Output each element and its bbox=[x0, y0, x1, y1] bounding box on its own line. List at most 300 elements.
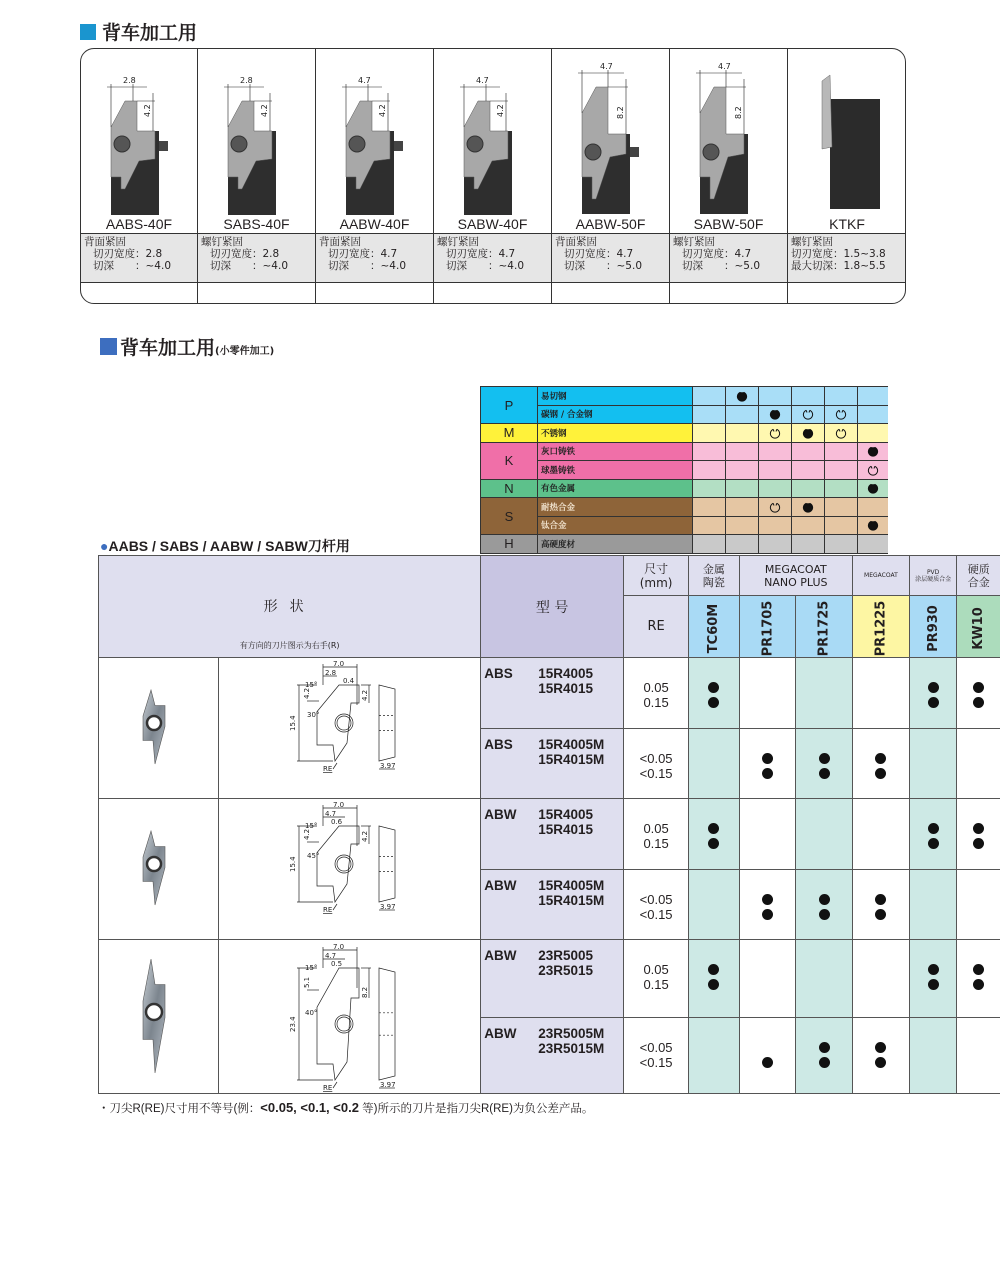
table-row bbox=[99, 799, 1000, 870]
cutting-width: 切刃宽度：4.7 bbox=[328, 248, 398, 260]
material-grade-cell bbox=[726, 535, 759, 554]
recommended-first-choice-icon bbox=[867, 483, 879, 494]
availability-cell-pr1725 bbox=[796, 1018, 853, 1094]
stock-dot-icon bbox=[762, 753, 773, 764]
cutting-depth: 最大切深：1.8~5.5 bbox=[791, 260, 886, 272]
svg-text:15.4: 15.4 bbox=[289, 715, 298, 731]
material-grade-cell bbox=[825, 479, 858, 498]
material-group-k: K bbox=[481, 442, 538, 479]
holder-name: AABW-50F bbox=[575, 216, 646, 232]
header-size bbox=[624, 556, 689, 596]
holder-name: AABW-40F bbox=[339, 216, 410, 232]
category-l1: 金属 bbox=[702, 562, 725, 576]
grade-kw10 bbox=[957, 596, 1000, 658]
material-grade-cell bbox=[792, 498, 825, 517]
material-grade-cell bbox=[792, 405, 825, 424]
material-grade-cell bbox=[759, 442, 792, 461]
material-name: 高硬度材 bbox=[538, 535, 693, 554]
insert-series: ABW bbox=[484, 948, 517, 963]
material-name: 钛合金 bbox=[538, 516, 693, 535]
holder-picture bbox=[552, 49, 669, 215]
material-grade-cell bbox=[792, 535, 825, 554]
header-shape-note: 有方向的刀片图示为右手(R) bbox=[239, 641, 340, 650]
svg-text:4.2: 4.2 bbox=[260, 104, 269, 117]
availability-cell-pr1725 bbox=[796, 940, 853, 1018]
svg-text:4.7: 4.7 bbox=[358, 76, 371, 85]
grade-name: PR930 bbox=[925, 605, 941, 652]
cutting-width: 切刃宽度：4.7 bbox=[682, 248, 752, 260]
material-grade-cell bbox=[759, 516, 792, 535]
holder-picture bbox=[81, 49, 197, 215]
availability-cell-tc60m bbox=[689, 658, 739, 729]
availability-cell-pr930 bbox=[909, 1018, 957, 1094]
material-grade-cell bbox=[693, 424, 726, 443]
availability-cell-pr930 bbox=[909, 869, 957, 940]
empty-slot bbox=[762, 682, 773, 693]
stock-dot-icon bbox=[973, 979, 984, 990]
category-l2: 涂层硬质合金 bbox=[915, 575, 952, 583]
empty-slot bbox=[708, 753, 719, 764]
header-shape-label: 形状 bbox=[263, 599, 316, 615]
re-value: <0.05 bbox=[639, 750, 673, 766]
re-value: <0.15 bbox=[639, 765, 673, 781]
stock-dot-icon bbox=[875, 894, 886, 905]
empty-slot bbox=[875, 697, 886, 708]
material-row bbox=[481, 479, 888, 498]
empty-slot bbox=[928, 894, 939, 905]
grade-name: TC60M bbox=[706, 603, 722, 654]
insert-photo-cell bbox=[99, 658, 219, 799]
material-grade-cell bbox=[726, 461, 759, 480]
insert-codes bbox=[538, 662, 593, 696]
footnote bbox=[98, 1100, 593, 1116]
grade-pr1225 bbox=[853, 596, 910, 658]
material-grade-cell bbox=[693, 387, 726, 406]
availability-cell-tc60m bbox=[689, 1018, 739, 1094]
material-grade-cell bbox=[825, 405, 858, 424]
material-group-p: P bbox=[481, 387, 538, 424]
category-l2: 陶瓷 bbox=[702, 575, 725, 589]
stock-dot-icon bbox=[708, 697, 719, 708]
svg-text:40°: 40° bbox=[305, 1008, 318, 1017]
empty-slot bbox=[708, 768, 719, 779]
insert-re bbox=[624, 940, 689, 1018]
stock-dot-icon bbox=[928, 838, 939, 849]
material-row bbox=[481, 461, 888, 480]
table-row bbox=[99, 658, 1000, 729]
insert-code[interactable]: 15R4015 bbox=[538, 822, 594, 837]
empty-slot bbox=[762, 697, 773, 708]
material-group-m: M bbox=[481, 424, 538, 443]
empty-slot bbox=[973, 894, 984, 905]
header-category bbox=[853, 556, 910, 596]
empty-slot bbox=[875, 838, 886, 849]
re-value: <0.15 bbox=[639, 1055, 673, 1070]
material-grade-cell bbox=[693, 461, 726, 480]
availability-cell-pr1225 bbox=[853, 658, 910, 729]
empty-slot bbox=[973, 909, 984, 920]
table-header-row bbox=[99, 556, 1000, 596]
material-grade-cell bbox=[792, 424, 825, 443]
holder-card-aabw-50f bbox=[552, 49, 670, 303]
material-grade-cell bbox=[858, 479, 888, 498]
stock-dot-icon bbox=[708, 682, 719, 693]
holder-image bbox=[81, 49, 199, 215]
insert-model bbox=[481, 658, 624, 729]
holder-picture bbox=[788, 49, 906, 215]
subtitle-text: AABS / SABS / AABW / SABW刀杆用 bbox=[108, 538, 350, 554]
section-marker-icon bbox=[80, 24, 96, 40]
availability-cell-pr1705 bbox=[739, 869, 796, 940]
workpiece-material-grid bbox=[480, 386, 888, 554]
empty-slot bbox=[819, 964, 830, 975]
stock-dot-icon bbox=[928, 964, 939, 975]
svg-text:4.7: 4.7 bbox=[476, 76, 489, 85]
stock-dot-icon bbox=[762, 894, 773, 905]
availability-cell-pr1705 bbox=[739, 1018, 796, 1094]
stock-dot-icon bbox=[819, 909, 830, 920]
stock-dot-icon bbox=[875, 1057, 886, 1068]
header-shape bbox=[99, 556, 481, 658]
insert-photo bbox=[129, 688, 189, 768]
svg-text:15°: 15° bbox=[305, 681, 318, 689]
header-re: RE bbox=[624, 596, 689, 658]
holder-spec bbox=[552, 233, 669, 283]
availability-cell-pr1725 bbox=[796, 728, 853, 799]
insert-re bbox=[624, 728, 689, 799]
empty-slot bbox=[819, 697, 830, 708]
empty-slot bbox=[762, 979, 773, 990]
svg-text:RE: RE bbox=[323, 1083, 333, 1092]
material-row bbox=[481, 424, 888, 443]
material-grade-cell bbox=[759, 498, 792, 517]
insert-code[interactable]: 15R4005M bbox=[538, 736, 605, 752]
empty-slot bbox=[819, 682, 830, 693]
insert-series: ABW bbox=[484, 807, 517, 822]
category-l1: 硬质 bbox=[967, 562, 990, 576]
grade-name: PR1725 bbox=[816, 600, 832, 657]
recommended-first-choice-icon bbox=[736, 391, 748, 402]
svg-text:4.7: 4.7 bbox=[325, 810, 337, 818]
empty-slot bbox=[819, 823, 830, 834]
svg-text:3.97: 3.97 bbox=[380, 1080, 396, 1089]
svg-text:4.7: 4.7 bbox=[718, 62, 731, 71]
availability-cell-pr1705 bbox=[739, 728, 796, 799]
material-grade-cell bbox=[858, 461, 888, 480]
insert-dimension-drawing bbox=[219, 800, 480, 938]
holder-spec bbox=[316, 233, 433, 283]
availability-cell-pr1225 bbox=[853, 869, 910, 940]
insert-codes bbox=[538, 944, 593, 978]
svg-text:4.7: 4.7 bbox=[325, 951, 337, 960]
stock-dot-icon bbox=[708, 838, 719, 849]
svg-text:4.2: 4.2 bbox=[303, 687, 312, 699]
material-grade-cell bbox=[693, 535, 726, 554]
material-grade-cell bbox=[759, 405, 792, 424]
recommended-second-choice-icon bbox=[769, 502, 781, 513]
insert-code[interactable]: 15R4005 bbox=[538, 807, 594, 822]
empty-slot bbox=[973, 753, 984, 764]
holder-panel bbox=[80, 48, 906, 304]
bullet-icon: ● bbox=[100, 538, 109, 554]
stock-dot-icon bbox=[875, 1042, 886, 1053]
availability-cell-pr1705 bbox=[739, 940, 796, 1018]
empty-slot bbox=[875, 964, 886, 975]
insert-code[interactable]: 23R5015M bbox=[538, 1041, 605, 1056]
table-row bbox=[99, 940, 1000, 1018]
stock-dot-icon bbox=[708, 964, 719, 975]
holder-card-sabs-40f bbox=[198, 49, 316, 303]
re-value: 0.15 bbox=[643, 695, 669, 710]
stock-dot-icon bbox=[875, 753, 886, 764]
material-grade-cell bbox=[825, 461, 858, 480]
recommended-second-choice-icon bbox=[802, 409, 814, 420]
re-value: <0.15 bbox=[639, 906, 673, 922]
header-model: 型 号 bbox=[481, 556, 624, 658]
material-grade-cell bbox=[825, 516, 858, 535]
header-size-l2: (mm) bbox=[639, 575, 673, 590]
stock-dot-icon bbox=[819, 1057, 830, 1068]
holder-picture bbox=[198, 49, 315, 215]
material-grade-cell bbox=[759, 387, 792, 406]
svg-text:4.2: 4.2 bbox=[303, 828, 312, 840]
grade-pr1725 bbox=[796, 596, 853, 658]
svg-text:7.0: 7.0 bbox=[333, 801, 345, 809]
insert-series: ABS bbox=[484, 666, 513, 681]
material-grade-cell bbox=[726, 442, 759, 461]
insert-photo-cell bbox=[99, 799, 219, 940]
material-grade-cell bbox=[693, 405, 726, 424]
availability-cell-pr930 bbox=[909, 940, 957, 1018]
insert-codes bbox=[538, 1022, 604, 1056]
availability-cell-tc60m bbox=[689, 869, 739, 940]
material-row bbox=[481, 516, 888, 535]
empty-slot bbox=[928, 1042, 939, 1053]
insert-code[interactable]: 23R5005 bbox=[538, 948, 594, 963]
svg-text:15°: 15° bbox=[305, 963, 318, 972]
material-name: 易切钢 bbox=[538, 387, 693, 406]
stock-dot-icon bbox=[973, 964, 984, 975]
holder-image bbox=[788, 49, 906, 215]
section-title-text: 背车加工用 bbox=[102, 22, 198, 44]
svg-text:7.0: 7.0 bbox=[333, 942, 345, 951]
insert-dimension-drawing bbox=[219, 942, 480, 1092]
empty-slot bbox=[762, 823, 773, 834]
cutting-width: 切刃宽度：2.8 bbox=[210, 248, 280, 260]
insert-dimension-drawing bbox=[219, 659, 480, 797]
availability-cell-kw10 bbox=[957, 869, 1000, 940]
svg-text:4.2: 4.2 bbox=[361, 830, 370, 842]
clamp-type: 螺钉紧固 bbox=[791, 236, 833, 248]
svg-text:8.2: 8.2 bbox=[616, 106, 625, 119]
clamp-type: 螺钉紧固 bbox=[201, 236, 243, 248]
insert-code[interactable]: 15R4005M bbox=[538, 877, 605, 893]
svg-text:0.5: 0.5 bbox=[331, 959, 343, 968]
material-grade-cell bbox=[825, 535, 858, 554]
insert-codes bbox=[538, 733, 604, 767]
section-title-back-turning bbox=[80, 18, 197, 45]
availability-cell-pr1705 bbox=[739, 658, 796, 729]
stock-dot-icon bbox=[973, 823, 984, 834]
section-title-sub: (小零件加工) bbox=[215, 346, 275, 357]
holder-spec bbox=[788, 233, 906, 283]
empty-slot bbox=[875, 979, 886, 990]
re-value: 0.05 bbox=[643, 680, 669, 695]
stock-dot-icon bbox=[762, 1057, 773, 1068]
svg-text:4.7: 4.7 bbox=[600, 62, 613, 71]
stock-dot-icon bbox=[819, 1042, 830, 1053]
header-category bbox=[739, 556, 852, 596]
clamp-type: 螺钉紧固 bbox=[437, 236, 479, 248]
svg-text:8.2: 8.2 bbox=[361, 986, 370, 998]
empty-slot bbox=[708, 1042, 719, 1053]
stock-dot-icon bbox=[819, 768, 830, 779]
holder-name: AABS-40F bbox=[105, 216, 173, 232]
grade-name: PR1225 bbox=[873, 600, 889, 657]
grade-pr1705 bbox=[739, 596, 796, 658]
category-l2: 合金 bbox=[967, 575, 990, 589]
empty-slot bbox=[762, 964, 773, 975]
holder-spec bbox=[434, 233, 551, 283]
holder-card-sabw-40f bbox=[434, 49, 552, 303]
empty-slot bbox=[819, 979, 830, 990]
availability-cell-kw10 bbox=[957, 940, 1000, 1018]
recommended-first-choice-icon bbox=[802, 502, 814, 513]
insert-model bbox=[481, 799, 624, 870]
re-value: 0.15 bbox=[643, 836, 669, 851]
cutting-width: 切刃宽度：4.7 bbox=[446, 248, 516, 260]
recommended-second-choice-icon bbox=[835, 428, 847, 439]
holder-image bbox=[198, 49, 316, 215]
material-name: 耐热合金 bbox=[538, 498, 693, 517]
svg-text:8.2: 8.2 bbox=[734, 106, 743, 119]
cutting-width: 切刃宽度：4.7 bbox=[564, 248, 634, 260]
re-value: 0.05 bbox=[643, 962, 669, 977]
material-grade-cell bbox=[726, 387, 759, 406]
holder-picture bbox=[316, 49, 433, 215]
material-name: 球墨铸铁 bbox=[538, 461, 693, 480]
header-category bbox=[909, 556, 957, 596]
availability-cell-pr1725 bbox=[796, 658, 853, 729]
empty-slot bbox=[928, 753, 939, 764]
stock-dot-icon bbox=[928, 823, 939, 834]
cutting-depth: 切深 ：~4.0 bbox=[446, 260, 524, 272]
stock-dot-icon bbox=[973, 682, 984, 693]
material-grade-cell bbox=[759, 461, 792, 480]
recommended-first-choice-icon bbox=[802, 428, 814, 439]
insert-code[interactable]: 23R5005M bbox=[538, 1026, 605, 1041]
availability-cell-pr1705 bbox=[739, 799, 796, 870]
availability-cell-pr1225 bbox=[853, 728, 910, 799]
material-grade-cell bbox=[825, 442, 858, 461]
insert-series: ABS bbox=[484, 736, 513, 752]
material-row bbox=[481, 442, 888, 461]
material-grade-cell bbox=[759, 424, 792, 443]
material-group-n: N bbox=[481, 479, 538, 498]
svg-text:23.4: 23.4 bbox=[289, 1015, 298, 1032]
empty-slot bbox=[708, 1057, 719, 1068]
category-l1: PVD bbox=[926, 568, 940, 576]
insert-model bbox=[481, 869, 624, 940]
svg-text:5.1: 5.1 bbox=[303, 976, 312, 988]
insert-code[interactable]: 23R5015 bbox=[538, 963, 594, 978]
insert-codes bbox=[538, 874, 604, 908]
insert-photo-cell bbox=[99, 940, 219, 1094]
material-grade-cell bbox=[693, 479, 726, 498]
holder-spec bbox=[670, 233, 787, 283]
holder-image bbox=[670, 49, 788, 215]
material-group-h: H bbox=[481, 535, 538, 554]
re-value: 0.05 bbox=[643, 821, 669, 836]
insert-photo bbox=[129, 829, 189, 909]
material-name: 不锈钢 bbox=[538, 424, 693, 443]
recommended-first-choice-icon bbox=[867, 520, 879, 531]
svg-text:0.6: 0.6 bbox=[331, 818, 343, 826]
material-grade-cell bbox=[693, 516, 726, 535]
holder-image bbox=[434, 49, 552, 215]
holder-grid bbox=[81, 49, 906, 303]
empty-slot bbox=[875, 823, 886, 834]
svg-text:45°: 45° bbox=[307, 851, 320, 860]
footnote-text-bold: <0.05, <0.1, <0.2 bbox=[260, 1100, 359, 1115]
section-title-small-parts bbox=[100, 333, 274, 360]
recommended-second-choice-icon bbox=[769, 428, 781, 439]
material-grade-cell bbox=[825, 424, 858, 443]
insert-code[interactable]: 15R4005 bbox=[538, 666, 594, 681]
grade-name: KW10 bbox=[971, 607, 987, 650]
material-name: 碳钢 / 合金钢 bbox=[538, 405, 693, 424]
insert-re bbox=[624, 799, 689, 870]
insert-code[interactable]: 15R4015M bbox=[538, 751, 605, 767]
material-grade-cell bbox=[825, 387, 858, 406]
insert-codes bbox=[538, 803, 593, 837]
svg-text:4.2: 4.2 bbox=[143, 104, 152, 117]
cutting-depth: 切深 ：~5.0 bbox=[682, 260, 760, 272]
cutting-depth: 切深 ：~4.0 bbox=[328, 260, 406, 272]
material-grade-cell bbox=[759, 479, 792, 498]
material-grade-cell bbox=[792, 516, 825, 535]
material-grade-cell bbox=[858, 498, 888, 517]
empty-slot bbox=[973, 1042, 984, 1053]
material-grade-cell bbox=[792, 461, 825, 480]
material-grade-cell bbox=[858, 424, 888, 443]
stock-dot-icon bbox=[708, 979, 719, 990]
availability-cell-pr1225 bbox=[853, 1018, 910, 1094]
availability-cell-tc60m bbox=[689, 799, 739, 870]
category-l1: MEGACOAT bbox=[864, 572, 898, 579]
material-grade-cell bbox=[726, 405, 759, 424]
empty-slot bbox=[928, 909, 939, 920]
footnote-text-pre: ・刀尖R(RE)尺寸用不等号(例： bbox=[98, 1103, 261, 1115]
insert-code[interactable]: 15R4015M bbox=[538, 892, 605, 908]
clamp-type: 螺钉紧固 bbox=[673, 236, 715, 248]
stock-dot-icon bbox=[819, 894, 830, 905]
availability-cell-tc60m bbox=[689, 940, 739, 1018]
empty-slot bbox=[819, 838, 830, 849]
insert-code[interactable]: 15R4015 bbox=[538, 681, 594, 696]
availability-cell-kw10 bbox=[957, 728, 1000, 799]
material-row bbox=[481, 535, 888, 554]
availability-cell-pr1725 bbox=[796, 869, 853, 940]
svg-text:30°: 30° bbox=[307, 710, 320, 719]
holder-picture bbox=[434, 49, 551, 215]
stock-dot-icon bbox=[875, 909, 886, 920]
material-grade-cell bbox=[858, 405, 888, 424]
stock-dot-icon bbox=[928, 682, 939, 693]
recommended-first-choice-icon bbox=[867, 446, 879, 457]
empty-slot bbox=[875, 682, 886, 693]
stock-dot-icon bbox=[928, 979, 939, 990]
